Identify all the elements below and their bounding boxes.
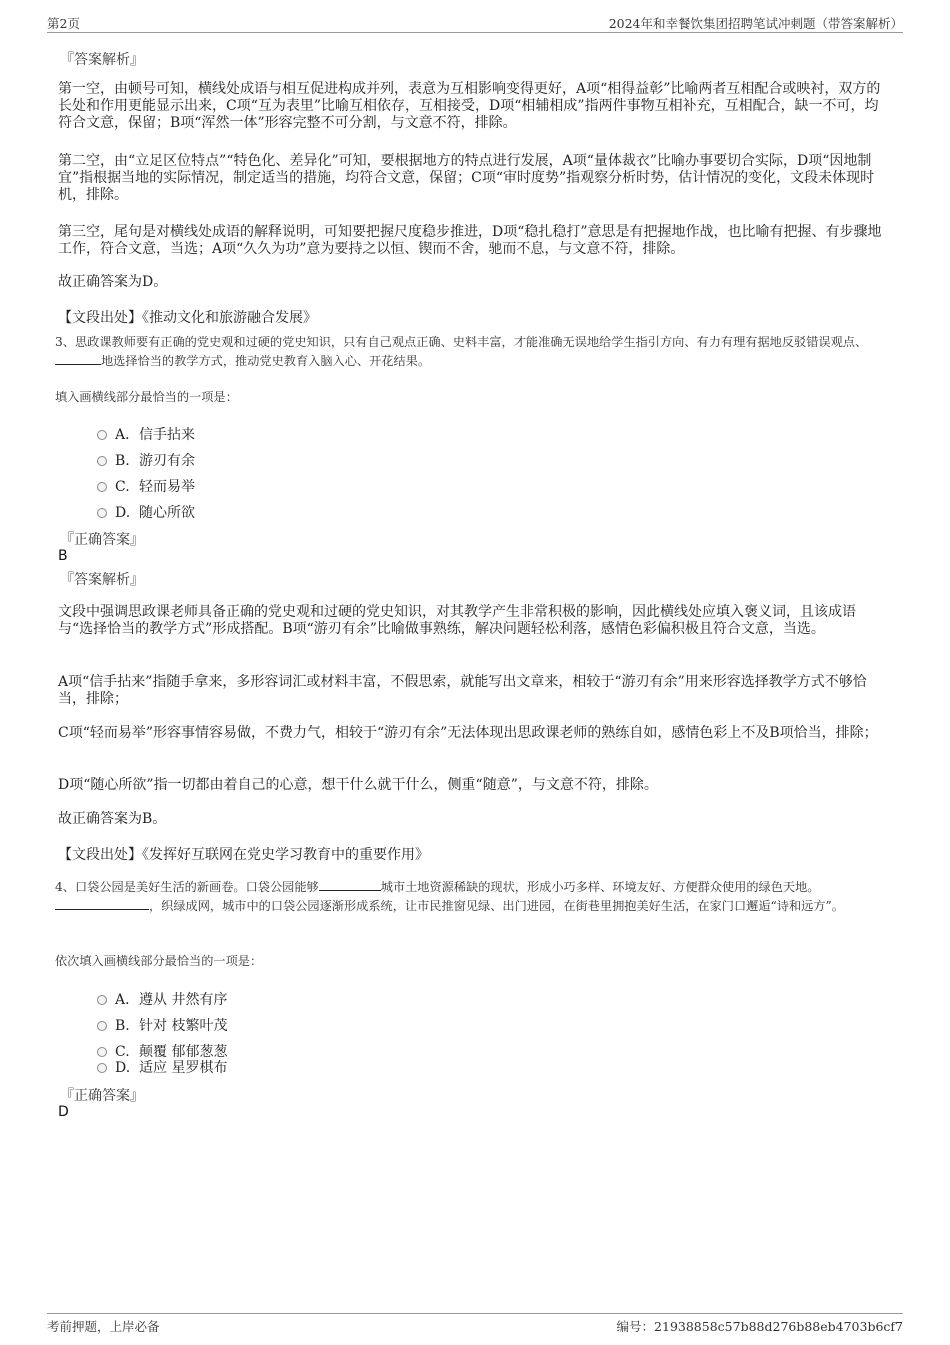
option-text: 随心所欲 [139,505,195,521]
option-letter: D. [115,505,131,521]
q4-option-d[interactable] [97,1057,227,1077]
q3-analysis-label: 『答案解析』 [60,572,144,588]
q3-analysis-para-2: A项“信手拈来”指随手拿来，多形容词汇或材料丰富，不假思索，就能写出文章来，相较于“游刃有余”用来形容选择教学方式不够恰当，排除； [58,674,867,707]
option-text: 游刃有余 [139,453,195,469]
option-letter: D. [115,1060,131,1076]
q3-source-label: 【文段出处】 [58,847,142,863]
q4-blank-2 [55,898,149,910]
option-letter: A． [115,992,140,1008]
q3-analysis-para-3: C项“轻而易举”形容事情容易做，不费力气，相较于“游刃有余”无法体现出思政课老师的熟练自如，感情色彩上不及B项恰当，排除； [58,725,878,741]
q2-source-title: 《推动文化和旅游融合发展》 [142,310,317,326]
radio-icon[interactable] [97,1021,107,1031]
q4-text-3: ，织绿成网，城市中的口袋公园逐渐形成系统，让市民推窗见绿、出门进园，在街巷里拥抱美好生活，在家门口邂逅“诗和远方”。 [149,899,844,913]
q4-option-b[interactable] [97,1015,227,1035]
option-text: 颠覆 郁郁葱葱 [139,1044,228,1060]
option-letter: C. [115,479,130,495]
q3-analysis-para-1: 文段中强调思政课老师具备正确的党史观和过硬的党史知识，对其教学产生非常积极的影响，因此横线处应填入褒义词，且该成语与“选择恰当的教学方式”形成搭配。B项“游刃有余”比喻做事熟练，解决问题轻松利落，感情色彩偏积极且符合文意，当选。 [58,604,856,637]
option-letter: C. [115,1044,130,1060]
q2-source [58,307,317,327]
q2-analysis-para-1: 第一空，由顿号可知，横线处成语与相互促进构成并列，表意为互相影响变得更好，A项“相得益彰”比喻两者互相配合或映衬，双方的长处和作用更能显示出来，C项“互为表里”比喻互相依存，互相接受，D项“相辅相成”指两件事物互相补充，互相配合，缺一不可，均符合文意，保留；B项“浑然一体”形容完整不可分割，与文意不符，排除。 [58,81,881,131]
option-text: 轻而易举 [139,479,195,495]
q3-analysis-para-4: D项“随心所欲”指一切都由着自己的心意，想干什么就干什么，侧重“随意”，与文意不符，排除。 [58,777,658,793]
q3-conclusion: 故正确答案为B。 [58,811,167,827]
q4-text-1: 4、口袋公园是美好生活的新画卷。口袋公园能够 [55,880,319,894]
q4-correct-label: 『正确答案』 [60,1088,144,1104]
q3-correct-answer: B [58,548,68,564]
radio-icon[interactable] [97,430,107,440]
footer-slogan: 考前押题，上岸必备 [47,1319,160,1334]
q3-text-before: 3、思政课教师要有正确的党史观和过硬的党史知识，只有自己观点正确、史料丰富，才能准确无误地给学生指引方向、有力有理有据地反驳错误观点、 [55,335,868,349]
option-text: 适应 星罗棋布 [139,1060,228,1076]
q4-text-2: 城市土地资源稀缺的现状，形成小巧多样、环境友好、方便群众使用的绿色天地。 [380,880,820,894]
option-letter: B. [115,1018,130,1034]
q3-question [55,333,897,371]
q3-text-after: 地选择恰当的教学方式，推动党史教育入脑入心、开花结果。 [101,354,431,368]
q4-correct-answer: D [58,1104,69,1120]
q3-option-a[interactable] [97,424,195,444]
radio-icon[interactable] [97,456,107,466]
q2-analysis-para-2: 第二空，由“立足区位特点”“特色化、差异化”可知，要根据地方的特点进行发展，A项“量体裁衣”比喻办事要切合实际，D项“因地制宜”指根据当地的实际情况，制定适当的措施，均符合文意，保留；C项“审时度势”指观察分析时势，估计情况的变化，文段未体现时机，排除。 [58,153,875,203]
page-number: 第2页 [47,16,80,31]
radio-icon[interactable] [97,1063,107,1073]
document-id: 编号：21938858c57b88d276b88eb4703b6cf7 [616,1319,903,1334]
document-title: 2024年和幸餐饮集团招聘笔试冲刺题（带答案解析） [608,16,903,31]
q4-prompt: 依次填入画横线部分最恰当的一项是： [55,954,263,968]
option-text: 遵从 井然有序 [139,992,228,1008]
q2-analysis-label: 『答案解析』 [60,52,144,68]
q2-conclusion: 故正确答案为D。 [58,274,168,290]
q3-prompt: 填入画横线部分最恰当的一项是： [55,390,238,404]
q2-source-label: 【文段出处】 [58,310,142,326]
radio-icon[interactable] [97,1047,107,1057]
option-text: 信手拈来 [139,427,195,443]
option-letter: B. [115,453,130,469]
q3-option-b[interactable] [97,450,195,470]
radio-icon[interactable] [97,995,107,1005]
radio-icon[interactable] [97,508,107,518]
q3-source [58,844,429,864]
q3-source-title: 《发挥好互联网在党史学习教育中的重要作用》 [142,847,429,863]
q3-option-c[interactable] [97,476,195,496]
radio-icon[interactable] [97,482,107,492]
q3-option-d[interactable] [97,502,195,522]
option-letter: A． [115,427,140,443]
q3-correct-label: 『正确答案』 [60,532,144,548]
q4-question [55,878,897,916]
q4-blank-1 [319,879,381,891]
option-text: 针对 枝繁叶茂 [139,1018,228,1034]
q2-analysis-para-3: 第三空，尾句是对横线处成语的解释说明，可知要把握尺度稳步推进，D项“稳扎稳打”意思是有把握地作战，也比喻有把握、有步骤地工作，符合文意，当选；A项“久久为功”意为要持之以恒、锲而不舍，驰而不息，与文意不符，排除。 [58,224,882,257]
page-footer [47,1313,903,1336]
q3-blank [55,353,101,365]
page-header [47,14,903,33]
q4-option-a[interactable] [97,989,227,1009]
